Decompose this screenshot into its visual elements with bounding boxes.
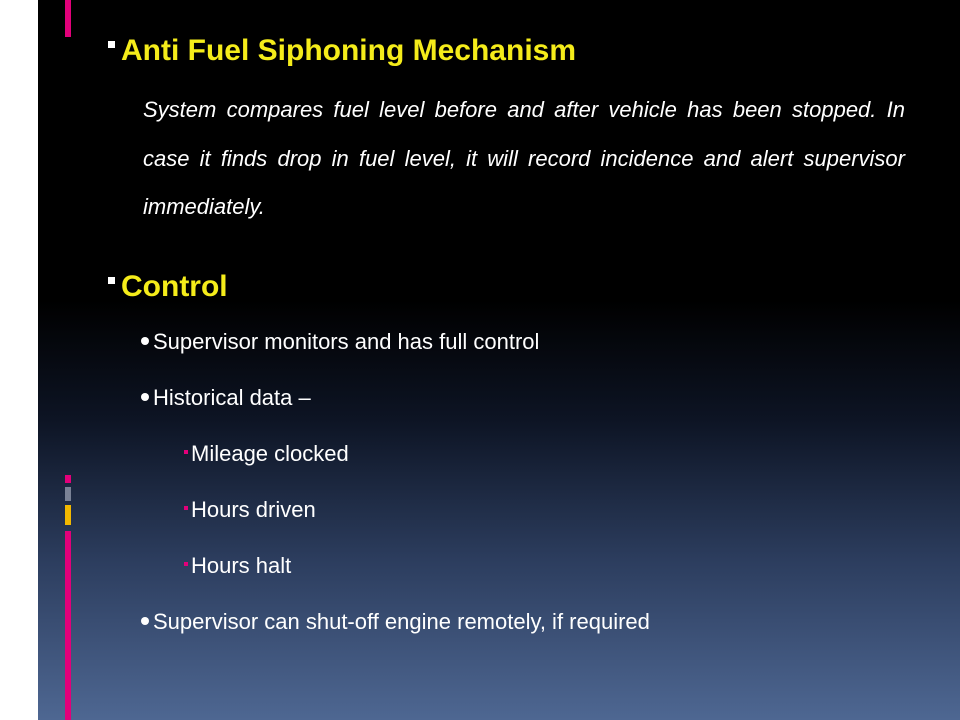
section-description: System compares fuel level before and after vehicle has been stopped. In case it finds drop in fuel level, it will record incidence and alert supervisor immediately. [143, 97, 905, 219]
list-item: Historical data – [141, 383, 311, 413]
bullet-square-small-icon [184, 450, 188, 454]
heading-text: Control [121, 270, 228, 303]
section-heading-control [108, 269, 228, 305]
decorative-vertical-lines [60, 58, 76, 228]
sub-list-item: Hours halt [184, 551, 291, 581]
sub-list-item: Mileage clocked [184, 439, 349, 469]
bullet-square-icon [108, 41, 115, 48]
list-item: Supervisor can shut-off engine remotely, if required [141, 607, 650, 637]
decorative-bar-magenta-bottom [65, 531, 71, 720]
bullet-square-small-icon [184, 506, 188, 510]
bullet-dot-icon [141, 337, 149, 345]
bullet-dot-icon [141, 617, 149, 625]
sub-list-item: Hours driven [184, 495, 316, 525]
bullet-square-icon [108, 277, 115, 284]
bullet-dot-icon [141, 393, 149, 401]
decorative-bar-yellow [65, 505, 71, 525]
decorative-bar-gray [65, 487, 71, 501]
decorative-bar-magenta-top [65, 0, 71, 37]
left-margin [0, 0, 38, 720]
decorative-bar-magenta [65, 475, 71, 483]
bullet-square-small-icon [184, 562, 188, 566]
section-heading-anti-fuel-siphoning [108, 33, 576, 69]
heading-text: Anti Fuel Siphoning Mechanism [121, 34, 577, 67]
list-item: Supervisor monitors and has full control [141, 327, 539, 357]
